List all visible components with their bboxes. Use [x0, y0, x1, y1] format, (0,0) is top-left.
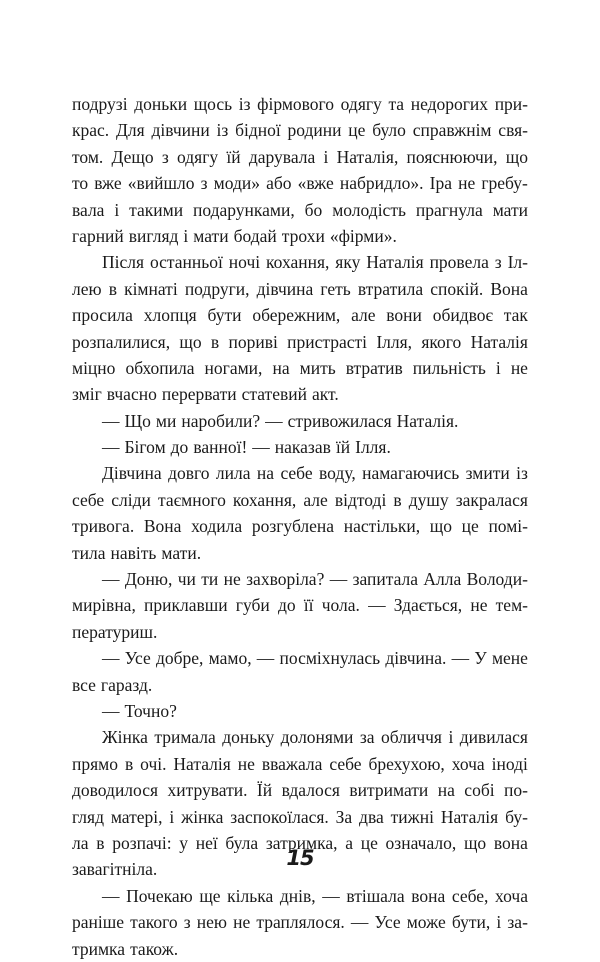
- text-line: міцно обхопила ногами, на мить втратив пильність і не: [72, 357, 528, 378]
- text-line: тримка також.: [72, 938, 179, 959]
- text-line: — Що ми наробили? — стривожилася Наталія.: [102, 410, 459, 431]
- paragraph: [72, 645, 528, 698]
- text-line: Після останньої ночі кохання, яку Наталія провела з Іл-: [102, 252, 528, 273]
- paragraph: [72, 460, 528, 566]
- paragraph: [72, 408, 528, 434]
- text-line: — Доню, чи ти не захворіла? — запитала Алла Володи-: [102, 569, 528, 590]
- text-line: — Бігом до ванної! — наказав їй Ілля.: [102, 437, 391, 458]
- text-line: раніше такого з нею не траплялося. — Усе може бути, і за-: [72, 912, 528, 933]
- text-line: — Усе добре, мамо, — посміхнулась дівчина. — У мене: [102, 648, 528, 669]
- text-line: все гаразд.: [72, 674, 153, 695]
- text-line: завагітніла.: [72, 859, 158, 880]
- text-line: гарний вигляд і мати бодай трохи «фірми».: [72, 225, 397, 246]
- text-line: тривога. Вона ходила розгублена настільки, що це помі-: [72, 516, 528, 537]
- text-line: лею в кімнаті подруги, дівчина геть втратила спокій. Вона: [72, 278, 528, 299]
- paragraph: [72, 566, 528, 645]
- text-line: розпалилися, що в пориві пристрасті Ілля, якого Наталія: [72, 331, 528, 352]
- text-line: — Точно?: [102, 700, 177, 721]
- text-line: Жінка тримала доньку долонями за обличчя і дивилася: [102, 727, 528, 748]
- page-text: [72, 91, 528, 962]
- text-line: Дівчина довго лила на себе воду, намагаючись змити із: [102, 463, 528, 484]
- text-line: себе сліди таємного кохання, але відтоді в душу закралася: [72, 489, 528, 510]
- text-line: крас. Для дівчини із бідної родини це було справжнім свя-: [72, 120, 528, 141]
- text-line: зміг вчасно перервати статевий акт.: [72, 384, 339, 405]
- text-line: просила хлопця бути обережним, але вони обидвоє так: [72, 305, 528, 326]
- text-line: прямо в очі. Наталія не вважала себе брехухою, хоча іноді: [72, 753, 528, 774]
- text-line: то вже «вийшло з моди» або «вже набридло». Іра не гребу-: [72, 173, 528, 194]
- text-line: тила навіть мати.: [72, 542, 202, 563]
- paragraph: [72, 91, 528, 249]
- text-line: том. Дещо з одягу їй дарувала і Наталія, пояснюючи, що: [72, 146, 528, 167]
- paragraph: [72, 249, 528, 407]
- text-line: подрузі доньки щось із фірмового одягу та недорогих при-: [72, 94, 528, 114]
- text-line: мирівна, приклавши губи до її чола. — Здається, не тем-: [72, 595, 528, 616]
- paragraph: [72, 698, 528, 724]
- text-line: ла в розпачі: у неї була затримка, а це означало, що вона: [72, 832, 528, 853]
- text-line: гляд матері, і жінка заспокоїлася. За два тижні Наталія бу-: [72, 806, 528, 827]
- page-number: 15: [286, 846, 314, 870]
- text-line: — Почекаю ще кілька днів, — втішала вона себе, хоча: [102, 885, 528, 906]
- text-line: пературиш.: [72, 621, 158, 642]
- paragraph: [72, 434, 528, 460]
- paragraph: [72, 883, 528, 962]
- text-line: доводилося хитрувати. Їй вдалося витримати на собі по-: [72, 780, 528, 801]
- text-line: вала і такими подарунками, бо молодість прагнула мати: [72, 199, 528, 220]
